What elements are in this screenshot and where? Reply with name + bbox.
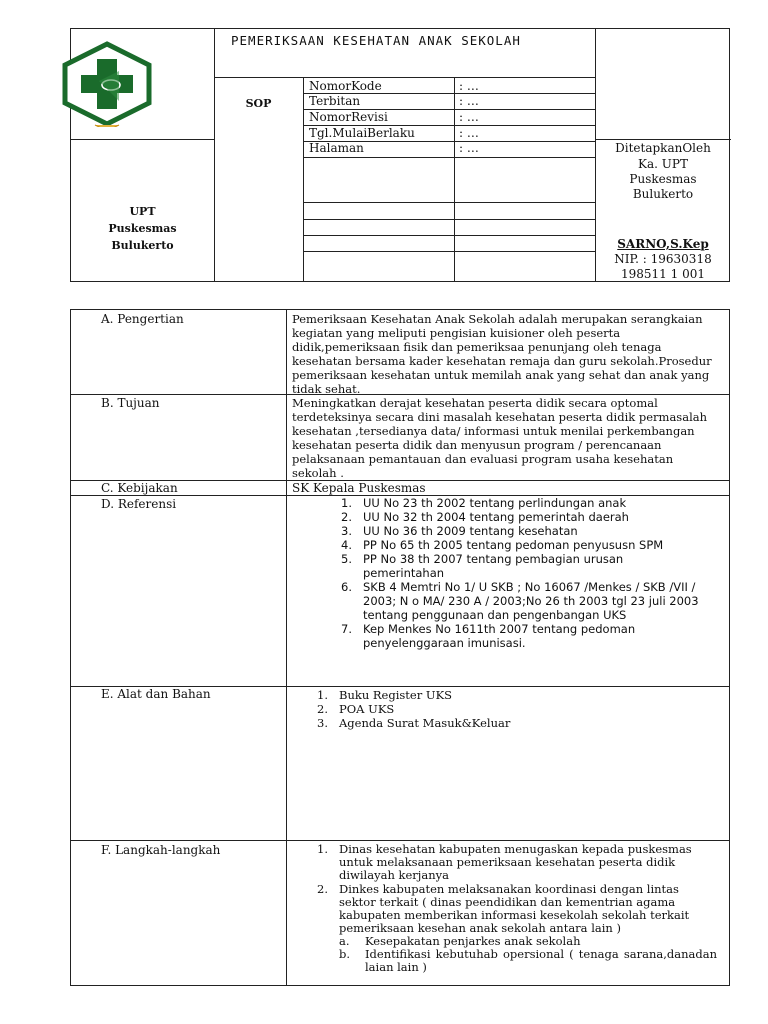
org-line-3: Bulukerto: [111, 239, 174, 252]
sop-label: SOP: [245, 97, 272, 110]
section-c-text: SK Kepala Puskesmas: [292, 481, 426, 495]
section-b-label: B. Tujuan: [101, 396, 160, 410]
field-value-terbitan: : …: [459, 94, 479, 108]
field-label-halaman: Halaman: [309, 141, 364, 155]
field-label-nomor-revisi: NomorRevisi: [309, 110, 388, 124]
sub-step-item: a. Kesepakatan penjarkes anak sekolah: [339, 934, 581, 948]
reference-list: [341, 496, 713, 650]
field-value-tgl-mulai: : …: [459, 126, 479, 140]
reference-item: 5. PP No 38 th 2007 tentang pembagian urusan pemerintahan: [341, 552, 624, 580]
field-value-nomor-kode: : …: [459, 79, 479, 93]
reference-item: 4. PP No 65 th 2005 tentang pedoman penyususn SPM: [341, 538, 664, 552]
equipment-list: [317, 688, 717, 730]
sign-line-3: Puskesmas: [629, 172, 697, 186]
section-d-label: D. Referensi: [101, 497, 177, 511]
reference-item: 3. UU No 36 th 2009 tentang kesehatan: [341, 524, 578, 538]
step-item: 2. Dinkes kabupaten melaksanakan koordinasi dengan lintas sektor terkait ( dinas peendidikan dan kementrian agama kabupaten memberikan informasi kesekolah sekolah terkait pemeriksaan kesehan anak sekolah antara lain ): [317, 882, 690, 935]
reference-item: 6. SKB 4 Memtri No 1/ U SKB ; No 16067 /Menkes / SKB /VII / 2003; N o MA/ 230 A / 2003;No 26 th 2003 tgl 23 juli 2003 tentang penggunaan dan pengenbangan UKS: [341, 580, 699, 622]
signatory-nip-1: NIP. : 19630318: [614, 252, 712, 266]
field-value-nomor-revisi: : …: [459, 110, 479, 124]
signatory-name: SARNO,S.Kep: [617, 237, 709, 251]
sop-body-table: [70, 309, 730, 986]
field-value-halaman: : …: [459, 141, 479, 155]
section-e-label: E. Alat dan Bahan: [101, 687, 211, 701]
sign-line-1: DitetapkanOleh: [615, 141, 711, 155]
signatory-nip-2: 198511 1 001: [621, 267, 705, 281]
puskesmas-logo: [71, 29, 214, 139]
section-c-label: C. Kebijakan: [101, 481, 178, 495]
field-label-terbitan: Terbitan: [309, 94, 361, 108]
reference-item: 2. UU No 32 th 2004 tentang pemerintah daerah: [341, 510, 629, 524]
section-a-label: A. Pengertian: [101, 312, 184, 326]
equipment-item: 2. POA UKS: [317, 702, 395, 716]
reference-item: 1. UU No 23 th 2002 tentang perlindungan anak: [341, 496, 627, 510]
sub-step-item: b. Identifikasi kebutuhab opersional ( tenaga sarana,danadan laian lain ): [339, 947, 717, 974]
sign-line-2: Ka. UPT: [638, 157, 688, 171]
org-line-1: UPT: [129, 205, 156, 218]
document-title: PEMERIKSAAN KESEHATAN ANAK SEKOLAH: [231, 33, 521, 48]
equipment-item: 3. Agenda Surat Masuk&Keluar: [317, 716, 511, 730]
sop-header-table: [70, 28, 730, 282]
equipment-item: 1. Buku Register UKS: [317, 688, 453, 702]
section-a-text: Pemeriksaan Kesehatan Anak Sekolah adalah merupakan serangkaian kegiatan yang meliputi pengisian kuisioner oleh peserta didik,pemeriksaan fisik dan pemeriksaa penunjang oleh tenaga kesehatan bersama kader kesehatan remaja dan guru sekolah.Prosedur pemeriksaan kesehatan untuk memilah anak yang sehat dan anak yang tidak sehat.: [292, 312, 712, 396]
step-list: [317, 843, 717, 974]
field-label-tgl-mulai: Tgl.MulaiBerlaku: [309, 126, 415, 140]
sign-line-4: Bulukerto: [632, 187, 694, 201]
reference-item: 7. Kep Menkes No 1611th 2007 tentang pedoman penyelenggaraan imunisasi.: [341, 622, 636, 650]
section-b-text: Meningkatkan derajat kesehatan peserta didik secara optomal terdeteksinya secara dini masalah kesehatan peserta didik permasalah kesehatan ,tersedianya data/ informasi untuk menilai perkembangan kesehatan peserta didik dan menyusun program / perencanaan pelaksanaan pemantauan dan evaluasi program usaha kesehatan sekolah .: [292, 396, 708, 480]
section-f-label: F. Langkah-langkah: [101, 843, 221, 857]
org-line-2: Puskesmas: [108, 222, 177, 235]
step-item: 1. Dinas kesehatan kabupaten menugaskan kepada puskesmas untuk melaksanaan pemeriksaan kesehatan peserta didik diwilayah kerjanya: [317, 842, 692, 882]
field-label-nomor-kode: NomorKode: [309, 79, 382, 93]
